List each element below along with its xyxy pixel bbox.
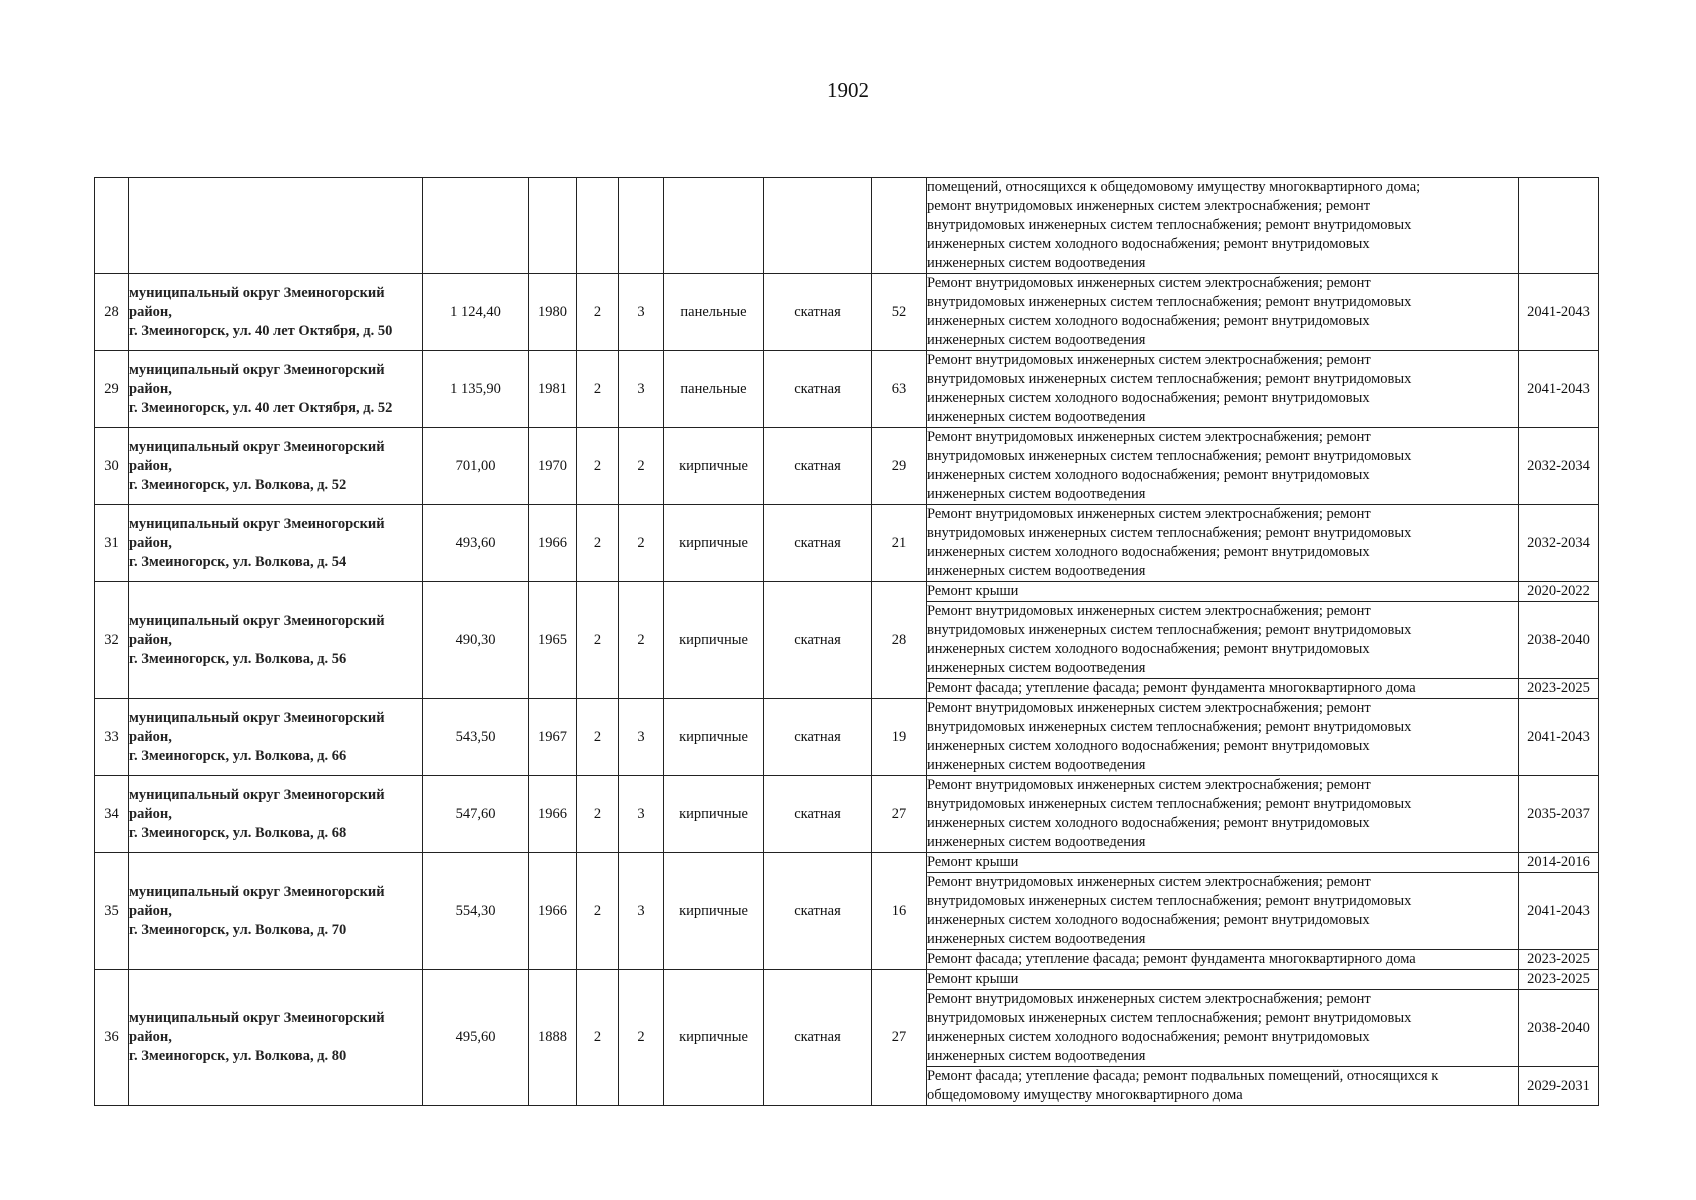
work-term: 2041-2043 (1519, 351, 1599, 428)
empty-cell (95, 178, 129, 274)
work-description: Ремонт внутридомовых инженерных систем электроснабжения; ремонт внутридомовых инженерных систем теплоснабжения; ремонт внутридомовых инженерных систем холодного водоснабжения; ремонт внутридомовых инженерных систем водоотведения (927, 505, 1519, 582)
work-term (1519, 178, 1599, 274)
row-number: 32 (95, 582, 129, 699)
building-area: 1 124,40 (423, 274, 529, 351)
empty-cell (129, 178, 423, 274)
work-description: Ремонт внутридомовых инженерных систем электроснабжения; ремонт внутридомовых инженерных систем теплоснабжения; ремонт внутридомовых инженерных систем холодного водоснабжения; ремонт внутридомовых инженерных систем водоотведения (927, 990, 1519, 1067)
roof-type: скатная (764, 428, 872, 505)
build-year: 1981 (529, 351, 577, 428)
building-repair-table (94, 177, 1599, 1106)
floors-count: 2 (577, 428, 619, 505)
building-address: муниципальный округ Змеиногорский район, г. Змеиногорск, ул. Волкова, д. 54 (129, 505, 423, 582)
build-year: 1965 (529, 582, 577, 699)
table-row (95, 505, 1599, 582)
building-address: муниципальный округ Змеиногорский район, г. Змеиногорск, ул. Волкова, д. 56 (129, 582, 423, 699)
page-number: 1902 (827, 78, 869, 102)
empty-cell (872, 178, 927, 274)
building-area: 1 135,90 (423, 351, 529, 428)
work-description: Ремонт внутридомовых инженерных систем электроснабжения; ремонт внутридомовых инженерных систем теплоснабжения; ремонт внутридомовых инженерных систем холодного водоснабжения; ремонт внутридомовых инженерных систем водоотведения (927, 776, 1519, 853)
entrances-count: 2 (619, 428, 664, 505)
building-area: 493,60 (423, 505, 529, 582)
row-number: 33 (95, 699, 129, 776)
entrances-count: 2 (619, 970, 664, 1106)
empty-cell (619, 178, 664, 274)
residents-count: 63 (872, 351, 927, 428)
build-year: 1966 (529, 853, 577, 970)
row-number: 35 (95, 853, 129, 970)
work-term: 2032-2034 (1519, 428, 1599, 505)
table-row (95, 853, 1599, 873)
work-term: 2023-2025 (1519, 679, 1599, 699)
roof-type: скатная (764, 582, 872, 699)
building-address: муниципальный округ Змеиногорский район, г. Змеиногорск, ул. Волкова, д. 80 (129, 970, 423, 1106)
work-description: помещений, относящихся к общедомовому имуществу многоквартирного дома; ремонт внутридомовых инженерных систем электроснабжения; ремонт внутридомовых инженерных систем теплоснабжения; ремонт внутридомовых инженерных систем холодного водоснабжения; ремонт внутридомовых инженерных систем водоотведения (927, 178, 1519, 274)
row-number: 29 (95, 351, 129, 428)
roof-type: скатная (764, 505, 872, 582)
work-description: Ремонт фасада; утепление фасада; ремонт фундамента многоквартирного дома (927, 679, 1519, 699)
empty-cell (577, 178, 619, 274)
building-address: муниципальный округ Змеиногорский район, г. Змеиногорск, ул. 40 лет Октября, д. 50 (129, 274, 423, 351)
table-row (95, 274, 1599, 351)
floors-count: 2 (577, 970, 619, 1106)
entrances-count: 2 (619, 505, 664, 582)
wall-material: кирпичные (664, 582, 764, 699)
residents-count: 21 (872, 505, 927, 582)
table-row (95, 699, 1599, 776)
table-row (95, 582, 1599, 602)
work-description: Ремонт внутридомовых инженерных систем электроснабжения; ремонт внутридомовых инженерных систем теплоснабжения; ремонт внутридомовых инженерных систем холодного водоснабжения; ремонт внутридомовых инженерных систем водоотведения (927, 274, 1519, 351)
entrances-count: 2 (619, 582, 664, 699)
work-term: 2038-2040 (1519, 602, 1599, 679)
work-term: 2029-2031 (1519, 1067, 1599, 1106)
work-description: Ремонт крыши (927, 582, 1519, 602)
work-description: Ремонт крыши (927, 970, 1519, 990)
building-area: 490,30 (423, 582, 529, 699)
wall-material: кирпичные (664, 776, 764, 853)
build-year: 1888 (529, 970, 577, 1106)
roof-type: скатная (764, 351, 872, 428)
residents-count: 27 (872, 970, 927, 1106)
building-address: муниципальный округ Змеиногорский район, г. Змеиногорск, ул. 40 лет Октября, д. 52 (129, 351, 423, 428)
work-description: Ремонт внутридомовых инженерных систем электроснабжения; ремонт внутридомовых инженерных систем теплоснабжения; ремонт внутридомовых инженерных систем холодного водоснабжения; ремонт внутридомовых инженерных систем водоотведения (927, 351, 1519, 428)
roof-type: скатная (764, 699, 872, 776)
work-term: 2014-2016 (1519, 853, 1599, 873)
floors-count: 2 (577, 853, 619, 970)
work-term: 2023-2025 (1519, 970, 1599, 990)
residents-count: 16 (872, 853, 927, 970)
table-row (95, 776, 1599, 853)
floors-count: 2 (577, 274, 619, 351)
work-term: 2041-2043 (1519, 274, 1599, 351)
row-number: 36 (95, 970, 129, 1106)
row-number: 31 (95, 505, 129, 582)
wall-material: панельные (664, 351, 764, 428)
building-address: муниципальный округ Змеиногорский район, г. Змеиногорск, ул. Волкова, д. 66 (129, 699, 423, 776)
building-area: 554,30 (423, 853, 529, 970)
building-area: 495,60 (423, 970, 529, 1106)
roof-type: скатная (764, 970, 872, 1106)
wall-material: кирпичные (664, 970, 764, 1106)
residents-count: 29 (872, 428, 927, 505)
table-body (95, 178, 1599, 1106)
building-address: муниципальный округ Змеиногорский район, г. Змеиногорск, ул. Волкова, д. 70 (129, 853, 423, 970)
table-row (95, 351, 1599, 428)
wall-material: кирпичные (664, 699, 764, 776)
floors-count: 2 (577, 776, 619, 853)
work-term: 2032-2034 (1519, 505, 1599, 582)
work-description: Ремонт внутридомовых инженерных систем электроснабжения; ремонт внутридомовых инженерных систем теплоснабжения; ремонт внутридомовых инженерных систем холодного водоснабжения; ремонт внутридомовых инженерных систем водоотведения (927, 873, 1519, 950)
table-row-continuation (95, 178, 1599, 274)
empty-cell (664, 178, 764, 274)
build-year: 1967 (529, 699, 577, 776)
entrances-count: 3 (619, 699, 664, 776)
wall-material: панельные (664, 274, 764, 351)
wall-material: кирпичные (664, 428, 764, 505)
row-number: 30 (95, 428, 129, 505)
work-term: 2038-2040 (1519, 990, 1599, 1067)
residents-count: 52 (872, 274, 927, 351)
building-area: 543,50 (423, 699, 529, 776)
work-description: Ремонт внутридомовых инженерных систем электроснабжения; ремонт внутридомовых инженерных систем теплоснабжения; ремонт внутридомовых инженерных систем холодного водоснабжения; ремонт внутридомовых инженерных систем водоотведения (927, 699, 1519, 776)
residents-count: 28 (872, 582, 927, 699)
work-description: Ремонт крыши (927, 853, 1519, 873)
roof-type: скатная (764, 853, 872, 970)
table-row (95, 428, 1599, 505)
row-number: 28 (95, 274, 129, 351)
build-year: 1966 (529, 776, 577, 853)
work-description: Ремонт внутридомовых инженерных систем электроснабжения; ремонт внутридомовых инженерных систем теплоснабжения; ремонт внутридомовых инженерных систем холодного водоснабжения; ремонт внутридомовых инженерных систем водоотведения (927, 428, 1519, 505)
work-description: Ремонт фасада; утепление фасада; ремонт подвальных помещений, относящихся к общедомовому имуществу многоквартирного дома (927, 1067, 1519, 1106)
building-area: 547,60 (423, 776, 529, 853)
floors-count: 2 (577, 699, 619, 776)
building-address: муниципальный округ Змеиногорский район, г. Змеиногорск, ул. Волкова, д. 68 (129, 776, 423, 853)
work-term: 2041-2043 (1519, 873, 1599, 950)
work-term: 2035-2037 (1519, 776, 1599, 853)
entrances-count: 3 (619, 853, 664, 970)
residents-count: 19 (872, 699, 927, 776)
work-term: 2041-2043 (1519, 699, 1599, 776)
empty-cell (764, 178, 872, 274)
wall-material: кирпичные (664, 505, 764, 582)
entrances-count: 3 (619, 351, 664, 428)
work-description: Ремонт внутридомовых инженерных систем электроснабжения; ремонт внутридомовых инженерных систем теплоснабжения; ремонт внутридомовых инженерных систем холодного водоснабжения; ремонт внутридомовых инженерных систем водоотведения (927, 602, 1519, 679)
residents-count: 27 (872, 776, 927, 853)
floors-count: 2 (577, 351, 619, 428)
wall-material: кирпичные (664, 853, 764, 970)
table-row (95, 970, 1599, 990)
floors-count: 2 (577, 582, 619, 699)
floors-count: 2 (577, 505, 619, 582)
entrances-count: 3 (619, 274, 664, 351)
roof-type: скатная (764, 776, 872, 853)
work-description: Ремонт фасада; утепление фасада; ремонт фундамента многоквартирного дома (927, 950, 1519, 970)
building-address: муниципальный округ Змеиногорский район, г. Змеиногорск, ул. Волкова, д. 52 (129, 428, 423, 505)
build-year: 1970 (529, 428, 577, 505)
empty-cell (423, 178, 529, 274)
work-term: 2023-2025 (1519, 950, 1599, 970)
roof-type: скатная (764, 274, 872, 351)
build-year: 1980 (529, 274, 577, 351)
row-number: 34 (95, 776, 129, 853)
building-area: 701,00 (423, 428, 529, 505)
entrances-count: 3 (619, 776, 664, 853)
work-term: 2020-2022 (1519, 582, 1599, 602)
empty-cell (529, 178, 577, 274)
build-year: 1966 (529, 505, 577, 582)
